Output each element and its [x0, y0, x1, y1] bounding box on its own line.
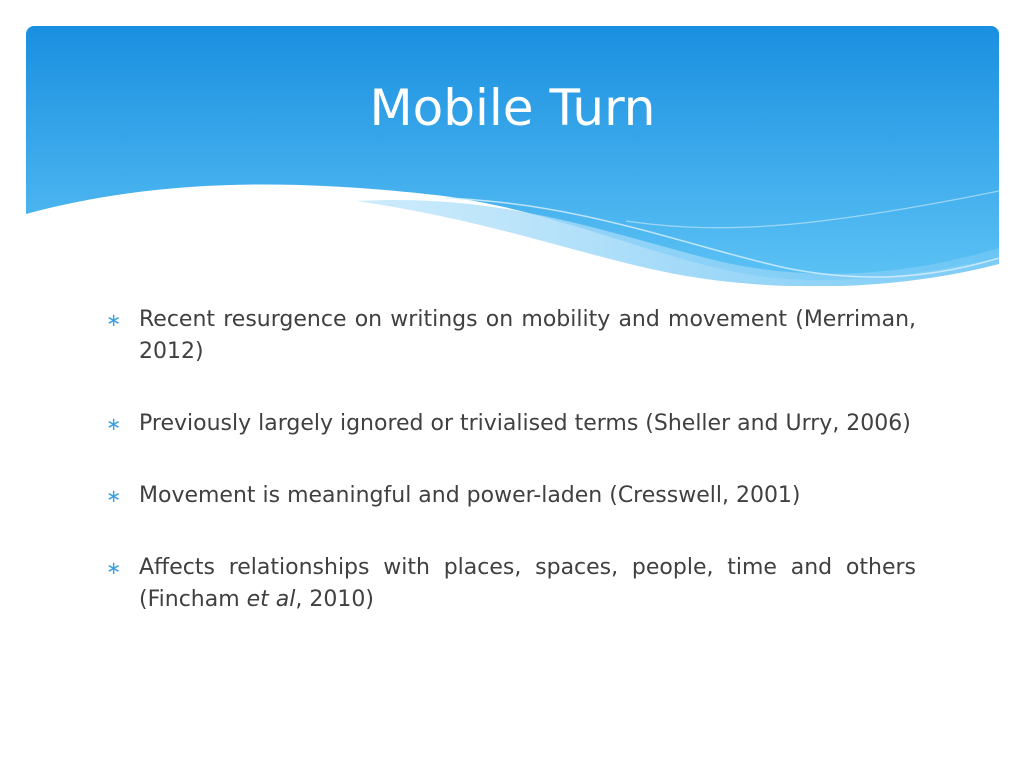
bullet-text: Previously largely ignored or trivialised terms (Sheller and Urry, 2006): [139, 411, 911, 436]
bullet-text: Recent resurgence on writings on mobility and movement (Merriman, 2012): [139, 307, 916, 364]
bullet-item: [104, 552, 916, 616]
bullet-item: [104, 408, 916, 440]
bullet-text: [139, 555, 916, 612]
bullet-item: [104, 304, 916, 368]
bullet-text-part: , 2010): [295, 587, 374, 612]
header-band: [26, 26, 999, 286]
bullet-item: [104, 480, 916, 512]
bullet-text: Movement is meaningful and power-laden (Cresswell, 2001): [139, 483, 801, 508]
bullet-list: [104, 304, 916, 656]
bullet-text-italic: et al: [246, 587, 296, 612]
bullet-asterisk-icon: ∗: [106, 310, 122, 331]
header-wave-graphic: [26, 26, 999, 286]
bullet-asterisk-icon: ∗: [106, 414, 122, 435]
bullet-asterisk-icon: ∗: [106, 486, 122, 507]
bullet-text-part: Affects relationships with places, spaces, people, time and others (Fincham: [139, 555, 916, 612]
bullet-asterisk-icon: ∗: [106, 558, 122, 579]
slide-title: Mobile Turn: [369, 79, 656, 137]
